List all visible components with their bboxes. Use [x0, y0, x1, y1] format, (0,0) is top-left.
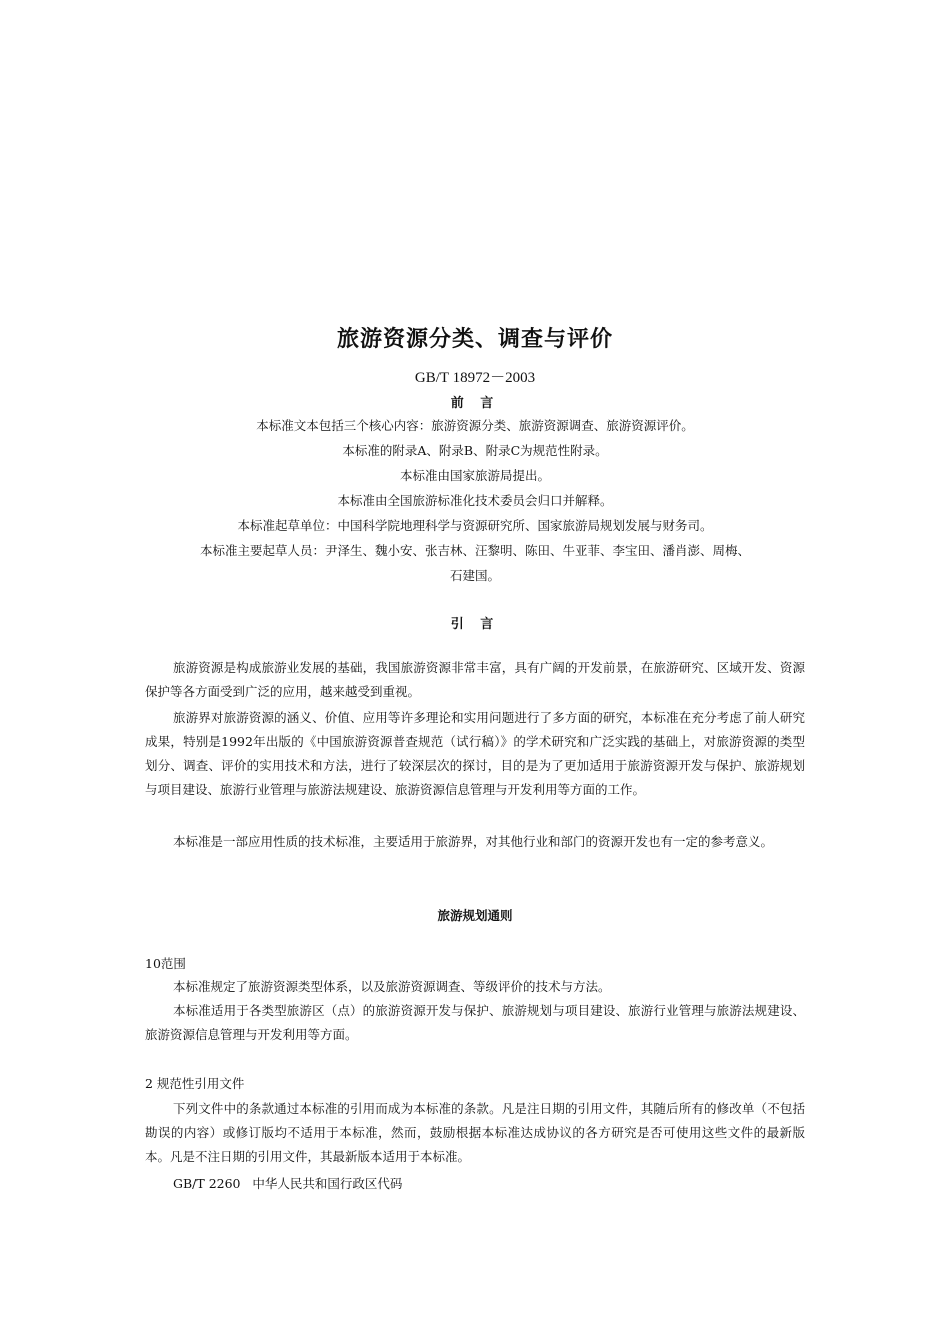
section-1-paragraph: 本标准规定了旅游资源类型体系，以及旅游资源调查、等级评价的技术与方法。 — [173, 979, 611, 994]
introduction-paragraph: 旅游资源是构成旅游业发展的基础，我国旅游资源非常丰富，具有广阔的开发前景，在旅游研究、区域开发、资源保护等各方面受到广泛的应用，越来越受到重视。 — [145, 660, 805, 699]
document-title: 旅游资源分类、调查与评价 — [336, 326, 613, 352]
normative-reference: GB/T 2260 中华人民共和国行政区代码 — [173, 1176, 403, 1191]
foreword-line: 石建国。 — [449, 568, 500, 583]
section-2-paragraph: 下列文件中的条款通过本标准的引用而成为本标准的条款。凡是注日期的引用文件，其随后所有的修改单（不包括勘误的内容）或修订版均不适用于本标准，然而，鼓励根据本标准达成协议的各方研究是否可使用这些文件的最新版本。凡是不注日期的引用文件，其最新版本适用于本标准。 — [145, 1101, 805, 1164]
introduction-paragraph: 本标准是一部应用性质的技术标准，主要适用于旅游界，对其他行业和部门的资源开发也有一定的参考意义。 — [173, 834, 774, 849]
foreword-line: 本标准主要起草人员：尹泽生、魏小安、张吉林、汪黎明、陈田、牛亚菲、李宝田、潘肖澎、周梅、 — [199, 543, 750, 558]
foreword-line: 本标准的附录A、附录B、附录C为规范性附录。 — [342, 443, 608, 458]
section-1-paragraph: 本标准适用于各类型旅游区（点）的旅游资源开发与保护、旅游规划与项目建设、旅游行业管理与旅游法规建设、旅游资源信息管理与开发利用等方面。 — [145, 1003, 805, 1042]
foreword-heading: 前 言 — [450, 396, 500, 411]
section-1-heading: 10范围 — [145, 956, 186, 971]
foreword-line: 本标准文本包括三个核心内容：旅游资源分类、旅游资源调查、旅游资源评价。 — [256, 418, 694, 433]
introduction-paragraph: 旅游界对旅游资源的涵义、价值、应用等许多理论和实用问题进行了多方面的研究，本标准在充分考虑了前人研究成果，特别是1992年出版的《中国旅游资源普查规范（试行稿）》的学术研究和广泛实践的基础上，对旅游资源的类型划分、调查、评价的实用技术和方法，进行了较深层次的探讨，目的是为了更加适用于旅游资源开发与保护、旅游规划与项目建设、旅游行业管理与旅游法规建设、旅游资源信息管理与开发利用等方面的工作。 — [145, 710, 805, 797]
standard-code: GB/T 18972－2003 — [414, 370, 536, 386]
general-rules-heading: 旅游规划通则 — [437, 908, 513, 923]
section-2-heading: 2 规范性引用文件 — [145, 1076, 245, 1091]
foreword-line: 本标准由国家旅游局提出。 — [399, 468, 550, 483]
foreword-line: 本标准由全国旅游标准化技术委员会归口并解释。 — [337, 493, 613, 508]
introduction-heading: 引 言 — [450, 617, 500, 632]
foreword-line: 本标准起草单位：中国科学院地理科学与资源研究所、国家旅游局规划发展与财务司。 — [237, 518, 713, 533]
